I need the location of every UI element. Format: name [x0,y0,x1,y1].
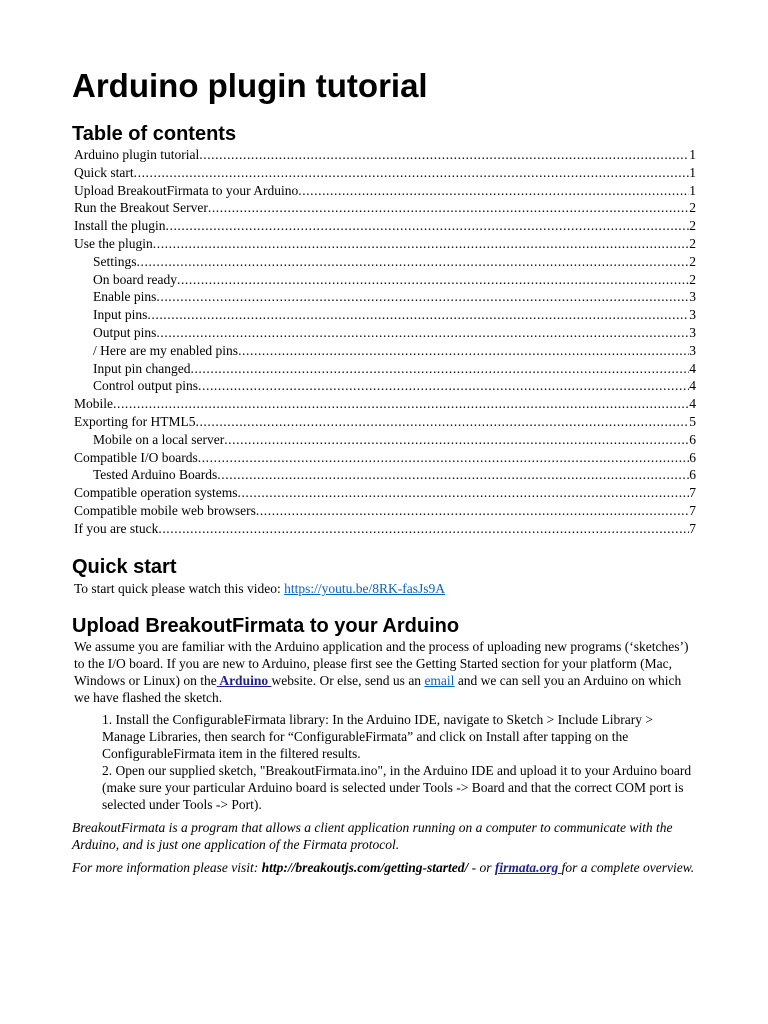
intro-text-2: website. Or else, send us an [271,673,425,688]
toc-entry[interactable]: Upload BreakoutFirmata to your Arduino ..... 1 [74,182,696,200]
step-item: 1. Install the ConfigurableFirmata library: In the Arduino IDE, navigate to Sketch > Include Library > Manage Libraries, then search for “ConfigurableFirmata” and click on Install after tapping on the ConfigurableFirmata item in the filtered results. [102,712,653,761]
quick-start-label: To start quick please watch this video: [74,581,285,596]
toc-subentry[interactable]: Input pin changed ..... 4 [74,360,696,378]
toc-heading: Table of contents [72,123,237,145]
toc-subentry[interactable]: Control output pins ..... 4 [74,377,696,395]
more-info-or: - or [468,860,495,875]
toc-entry[interactable]: Mobile ..... 4 [74,395,696,413]
more-info-paragraph [72,859,698,876]
firmata-link[interactable]: firmata.org [494,860,562,875]
more-info-text: For more information please visit: [72,860,262,875]
video-link[interactable]: https://youtu.be/8RK-fasJs9A [284,581,446,596]
upload-intro-paragraph [74,638,696,706]
upload-steps [102,711,696,813]
upload-heading: Upload BreakoutFirmata to your Arduino [72,615,460,637]
more-info-text-2: for a complete overview. [561,860,695,875]
toc-subentry[interactable]: Tested Arduino Boards ..... 6 [74,466,696,484]
breakoutjs-url: http://breakoutjs.com/getting-started/ [261,860,469,875]
toc-subentry[interactable]: Input pins ..... 3 [74,306,696,324]
toc-entry[interactable]: Compatible mobile web browsers ..... 7 [74,502,696,520]
quick-start-text [74,580,696,597]
toc-entry[interactable]: Arduino plugin tutorial ..... 1 [74,146,696,164]
toc-subentry[interactable]: / Here are my enabled pins ..... 3 [74,342,696,360]
table-of-contents [74,146,696,538]
toc-entry[interactable]: If you are stuck ..... 7 [74,520,696,538]
toc-entry[interactable]: Exporting for HTML5 ..... 5 [74,413,696,431]
toc-entry[interactable]: Install the plugin ..... 2 [74,217,696,235]
toc-entry[interactable]: Run the Breakout Server ..... 2 [74,199,696,217]
toc-entry[interactable]: Use the plugin ..... 2 [74,235,696,253]
toc-subentry[interactable]: Settings ..... 2 [74,253,696,271]
toc-entry[interactable]: Compatible I/O boards ..... 6 [74,449,696,467]
arduino-link[interactable]: Arduino [216,673,272,688]
page-title: Arduino plugin tutorial [72,67,428,104]
intro-text: We assume you are familiar with the Arduino application and the process of uploading new programs (‘sketches’) to the I/O board. If you are new to Arduino, please first see the Getting Started section for your platform (Mac, Windows or Linux) on the [74,639,689,688]
toc-entry[interactable]: Compatible operation systems ..... 7 [74,484,696,502]
toc-entry[interactable]: Quick start ..... 1 [74,164,696,182]
toc-subentry[interactable]: On board ready ..... 2 [74,271,696,289]
email-link[interactable]: email [424,673,455,688]
quick-start-heading: Quick start [72,556,177,578]
toc-subentry[interactable]: Mobile on a local server ..... 6 [74,431,696,449]
toc-subentry[interactable]: Output pins ..... 3 [74,324,696,342]
toc-subentry[interactable]: Enable pins ..... 3 [74,288,696,306]
intro-text-3: and we can sell you an Arduino on which we have flashed the sketch. [74,673,682,705]
firmata-note: BreakoutFirmata is a program that allows a client application running on a computer to communicate with the Arduino, and is just one application of the Firmata protocol. [72,820,673,852]
step-item: 2. Open our supplied sketch, "BreakoutFirmata.ino", in the Arduino IDE and upload it to your Arduino board (make sure your particular Arduino board is selected under Tools -> Board and that the correct COM port is selected under Tools -> Port). [102,763,692,812]
